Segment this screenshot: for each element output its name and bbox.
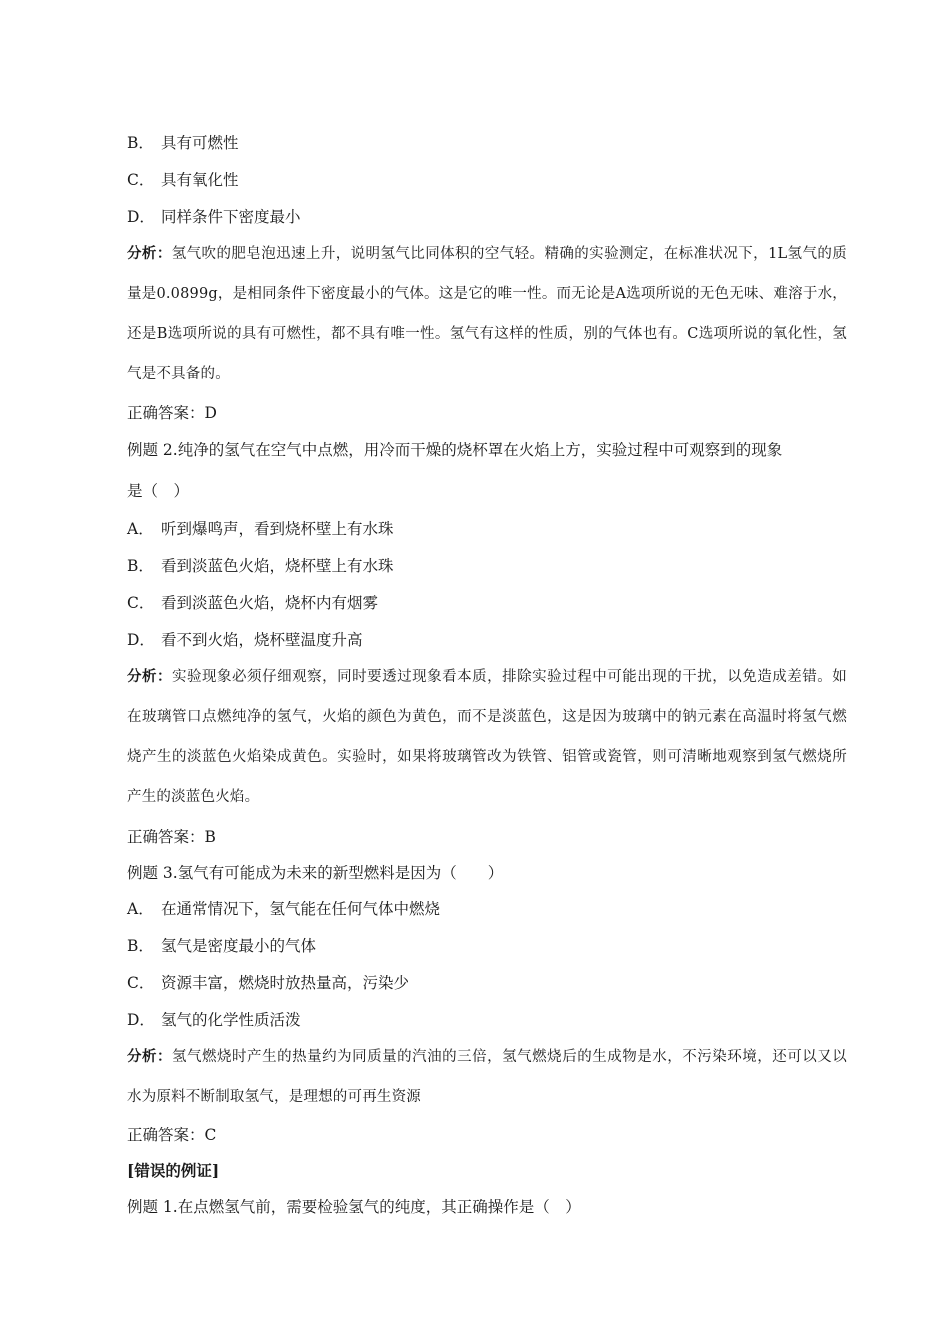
option-text: 在通常情况下，氢气能在任何气体中燃烧	[161, 900, 441, 918]
question-stem-cont: 是（ ）	[127, 482, 190, 500]
option-letter: C．	[127, 974, 155, 992]
analysis-text: 实验现象必须仔细观察，同时要透过现象看本质，排除实验过程中可能出现的干扰，以免造成差错。如在玻璃管口点燃纯净的氢气，火焰的颜色为黄色，而不是淡蓝色，这是因为玻璃中的钠元素在高温时将氢气燃烧产生的淡蓝色火焰染成黄色。实验时，如果将玻璃管改为铁管、铝管或瓷管，则可清晰地观察到氢气燃烧所产生的淡蓝色火焰。	[127, 669, 847, 805]
option-letter: D．	[127, 631, 155, 649]
option-text: 具有可燃性	[161, 134, 239, 152]
option-text: 具有氧化性	[161, 171, 239, 189]
option-letter: A．	[127, 900, 154, 918]
option-text: 看到淡蓝色火焰，烧杯壁上有水珠	[161, 557, 394, 575]
answer-line: 正确答案：D	[127, 404, 217, 422]
option-a	[127, 898, 440, 920]
option-d	[127, 206, 301, 228]
analysis-label: 分析：	[127, 668, 173, 685]
option-letter: B．	[127, 134, 154, 152]
option-letter: D．	[127, 208, 155, 226]
answer-line: 正确答案：B	[127, 828, 216, 846]
option-c	[127, 592, 378, 614]
option-text: 氢气是密度最小的气体	[161, 937, 317, 955]
question-stem: 例题 3.氢气有可能成为未来的新型燃料是因为（ ）	[127, 864, 504, 882]
option-a	[127, 518, 394, 540]
option-letter: B．	[127, 557, 154, 575]
option-text: 氢气的化学性质活泼	[161, 1011, 301, 1029]
option-b	[127, 555, 394, 577]
option-d	[127, 629, 363, 651]
option-b	[127, 935, 316, 957]
analysis-text: 氢气燃烧时产生的热量约为同质量的汽油的三倍，氢气燃烧后的生成物是水，不污染环境，还可以又以水为原料不断制取氢气，是理想的可再生资源	[127, 1049, 847, 1105]
option-letter: B．	[127, 937, 154, 955]
option-c	[127, 169, 239, 191]
option-b	[127, 132, 239, 154]
analysis-paragraph	[127, 657, 847, 817]
question-stem: 例题 1.在点燃氢气前，需要检验氢气的纯度，其正确操作是（ ）	[127, 1198, 581, 1216]
analysis-paragraph	[127, 234, 847, 394]
option-c	[127, 972, 409, 994]
question-stem: 例题 2.纯净的氢气在空气中点燃，用冷而干燥的烧杯罩在火焰上方，实验过程中可观察到的现象	[127, 441, 783, 459]
analysis-label: 分析：	[127, 1048, 173, 1065]
option-letter: C．	[127, 594, 155, 612]
option-letter: A．	[127, 520, 154, 538]
analysis-label: 分析：	[127, 245, 172, 262]
option-d	[127, 1009, 301, 1031]
option-letter: D．	[127, 1011, 155, 1029]
option-text: 看到淡蓝色火焰，烧杯内有烟雾	[161, 594, 379, 612]
option-text: 资源丰富，燃烧时放热量高，污染少	[161, 974, 410, 992]
option-letter: C．	[127, 171, 155, 189]
answer-line: 正确答案：C	[127, 1126, 217, 1144]
analysis-paragraph	[127, 1037, 847, 1117]
section-heading: [错误的例证]	[127, 1161, 220, 1180]
option-text: 看不到火焰，烧杯壁温度升高	[161, 631, 363, 649]
option-text: 听到爆鸣声，看到烧杯壁上有水珠	[161, 520, 394, 538]
analysis-text: 氢气吹的肥皂泡迅速上升，说明氢气比同体积的空气轻。精确的实验测定，在标准状况下，1L氢气的质量是0.0899g，是相同条件下密度最小的气体。这是它的唯一性。而无论是A选项所说的无色无味、难溶于水，还是B选项所说的具有可燃性，都不具有唯一性。氢气有这样的性质，别的气体也有。C选项所说的氧化性，氢气是不具备的。	[127, 246, 847, 382]
option-text: 同样条件下密度最小	[161, 208, 301, 226]
